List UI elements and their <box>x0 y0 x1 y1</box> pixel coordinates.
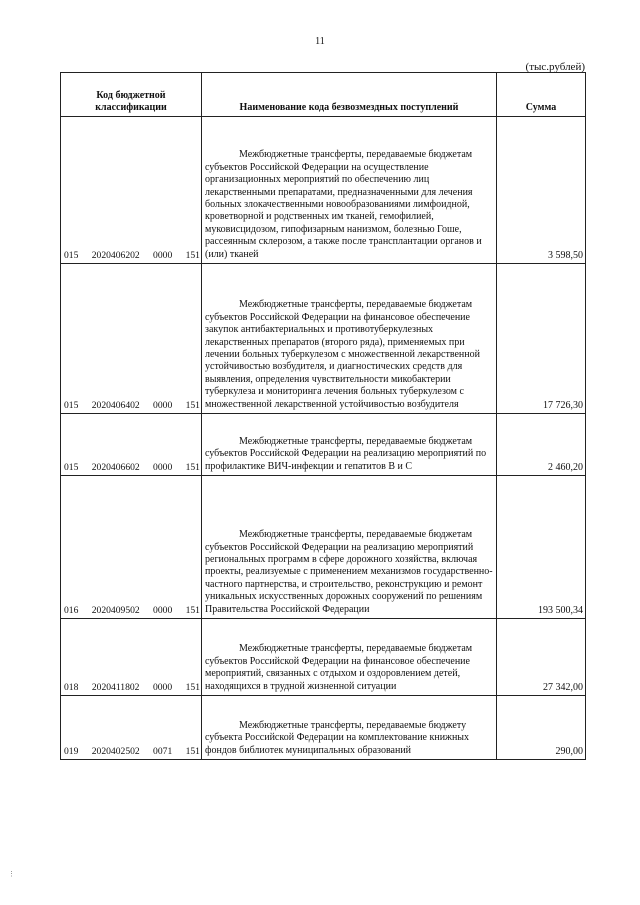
name-cell <box>202 264 497 414</box>
units-label: (тыс.рублей) <box>525 61 585 73</box>
sum-cell: 27 342,00 <box>497 619 586 696</box>
name-cell <box>202 619 497 696</box>
name-text: Межбюджетные трансферты, передаваемые бюджетам субъектов Российской Федерации на финансовое обеспечение мероприятий, связанных с отдыхом и оздоровлением детей, находящихся в трудной жизненной ситуации <box>205 643 473 692</box>
name-cell <box>202 476 497 619</box>
type-code: 2020409502 <box>91 605 140 616</box>
economic-code: 151 <box>185 682 200 693</box>
code-cell <box>61 476 202 619</box>
program-code: 0000 <box>153 250 173 261</box>
header-sum: Сумма <box>497 73 586 117</box>
sum-cell: 290,00 <box>497 696 586 760</box>
admin-code: 016 <box>64 605 79 616</box>
table-row <box>61 117 586 264</box>
program-code: 0000 <box>153 605 173 616</box>
name-text: Межбюджетные трансферты, передаваемые бюджетам субъектов Российской Федерации на реализацию мероприятий региональных программ в сфере дорожного хозяйства, включая проекты, реализуемые с применением механизмов государственно-частного партнерства, и строительство, реконструкцию и ремонт уникальных искусственных дорожных сооружений по решениям Правительства Российской Федерации <box>205 529 493 615</box>
table-header-row <box>61 73 586 117</box>
code-cell <box>61 264 202 414</box>
name-text: Межбюджетные трансферты, передаваемые бюджетам субъектов Российской Федерации на финансовое обеспечение закупок антибактериальных и противотуберкулезных лекарственных препаратов (второго ряда), применяемых при лечении больных туберкулезом с множественной лекарственной устойчивостью возбудителя, и диагностических средств для выявления, определения чувствительности микобактерии туберкулеза и мониторинга лечения больных туберкулезом с множественной лекарственной устойчивостью возбудителя <box>205 299 480 410</box>
name-text: Межбюджетные трансферты, передаваемые бюджету субъекта Российской Федерации на комплектование книжных фондов библиотек муниципальных образований <box>205 719 470 756</box>
code-cell <box>61 117 202 264</box>
economic-code: 151 <box>185 462 200 473</box>
admin-code: 018 <box>64 682 79 693</box>
table-row <box>61 619 586 696</box>
admin-code: 015 <box>64 400 79 411</box>
type-code: 2020406202 <box>91 250 140 261</box>
economic-code: 151 <box>185 746 200 757</box>
program-code: 0000 <box>153 400 173 411</box>
name-cell <box>202 117 497 264</box>
type-code: 2020406602 <box>91 462 140 473</box>
header-code: Код бюджетной классификации <box>61 73 202 117</box>
type-code: 2020411802 <box>91 682 140 693</box>
sum-cell: 2 460,20 <box>497 414 586 476</box>
code-cell <box>61 696 202 760</box>
type-code: 2020402502 <box>91 746 140 757</box>
table-row <box>61 476 586 619</box>
program-code: 0000 <box>152 682 173 693</box>
budget-table <box>60 72 586 760</box>
economic-code: 151 <box>185 400 200 411</box>
name-cell <box>202 414 497 476</box>
admin-code: 015 <box>64 462 79 473</box>
sum-cell: 193 500,34 <box>497 476 586 619</box>
type-code: 2020406402 <box>91 400 140 411</box>
page-number: 11 <box>315 36 325 47</box>
name-text: Межбюджетные трансферты, передаваемые бюджетам субъектов Российской Федерации на реализацию мероприятий по профилактике ВИЧ-инфекции и гепатитов В и С <box>205 435 487 472</box>
code-cell <box>61 414 202 476</box>
admin-code: 015 <box>64 250 79 261</box>
program-code: 0000 <box>153 462 173 473</box>
economic-code: 151 <box>185 605 200 616</box>
economic-code: 151 <box>185 250 200 261</box>
table-row <box>61 414 586 476</box>
sum-cell: 3 598,50 <box>497 117 586 264</box>
code-cell <box>61 619 202 696</box>
table-row <box>61 264 586 414</box>
header-name: Наименование кода безвозмездных поступлений <box>202 73 497 117</box>
name-cell <box>202 696 497 760</box>
sum-cell: 17 726,30 <box>497 264 586 414</box>
table-row <box>61 696 586 760</box>
admin-code: 019 <box>64 746 79 757</box>
name-text: Межбюджетные трансферты, передаваемые бюджетам субъектов Российской Федерации на осуществление организационных мероприятий по обеспечению лиц лекарственными препаратами, предназначенными для лечения больных злокачественными новообразованиями лимфоидной, кроветворной и родственных им тканей, гемофилией, муковисцидозом, гипофизарным нанизмом, болезнью Гоше, рассеянным склерозом, а также после трансплантации органов и (или) тканей <box>205 149 482 260</box>
program-code: 0071 <box>153 746 173 757</box>
scan-artifact: ⋮ <box>8 870 15 878</box>
